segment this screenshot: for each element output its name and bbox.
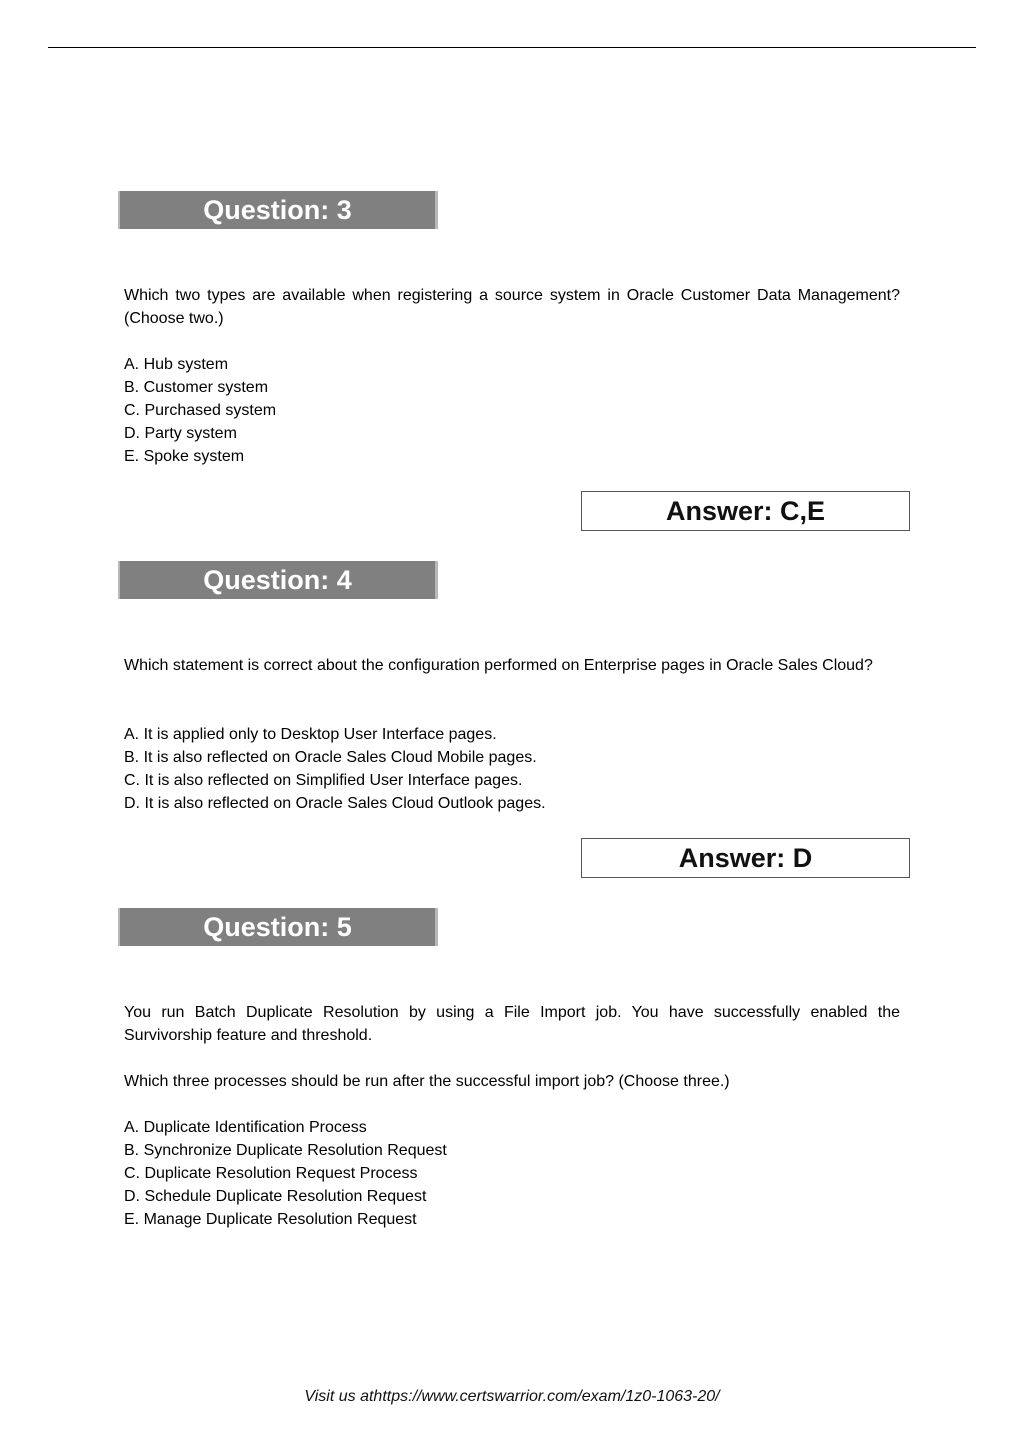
option-d: D. It is also reflected on Oracle Sales Cloud Outlook pages. [124,795,546,812]
option-c: C. It is also reflected on Simplified User Interface pages. [124,772,523,789]
option-a: A. It is applied only to Desktop User Interface pages. [124,726,497,743]
top-divider [48,47,976,48]
question-4-header: Question: 4 [118,561,438,599]
question-4-options [124,723,900,815]
question-5-header: Question: 5 [118,908,438,946]
question-4-answer: Answer: D [581,838,910,878]
question-3-header: Question: 3 [118,191,438,229]
option-d: D. Schedule Duplicate Resolution Request [124,1188,427,1205]
option-a: A. Duplicate Identification Process [124,1119,367,1136]
question-5-text: You run Batch Duplicate Resolution by using a File Import job. You have successfully enabled the Survivorship feature and threshold. [124,1004,900,1044]
question-5-prompt: Which three processes should be run after the successful import job? (Choose three.) [124,1073,730,1090]
option-c: C. Purchased system [124,402,277,419]
question-3-text: Which two types are available when registering a source system in Oracle Customer Data Management? (Choose two.) [124,287,900,327]
option-c: C. Duplicate Resolution Request Process [124,1165,418,1182]
option-b: B. Customer system [124,379,269,396]
option-b: B. It is also reflected on Oracle Sales Cloud Mobile pages. [124,749,537,766]
question-5-options [124,1116,900,1231]
question-3-options [124,353,900,468]
question-4-text: Which statement is correct about the configuration performed on Enterprise pages in Oracle Sales Cloud? [124,657,873,674]
option-a: A. Hub system [124,356,229,373]
option-d: D. Party system [124,425,237,442]
footer-link-text: Visit us athttps://www.certswarrior.com/exam/1z0-1063-20/ [304,1388,720,1405]
option-e: E. Spoke system [124,448,245,465]
option-b: B. Synchronize Duplicate Resolution Request [124,1142,447,1159]
question-3-answer: Answer: C,E [581,491,910,531]
option-e: E. Manage Duplicate Resolution Request [124,1211,417,1228]
